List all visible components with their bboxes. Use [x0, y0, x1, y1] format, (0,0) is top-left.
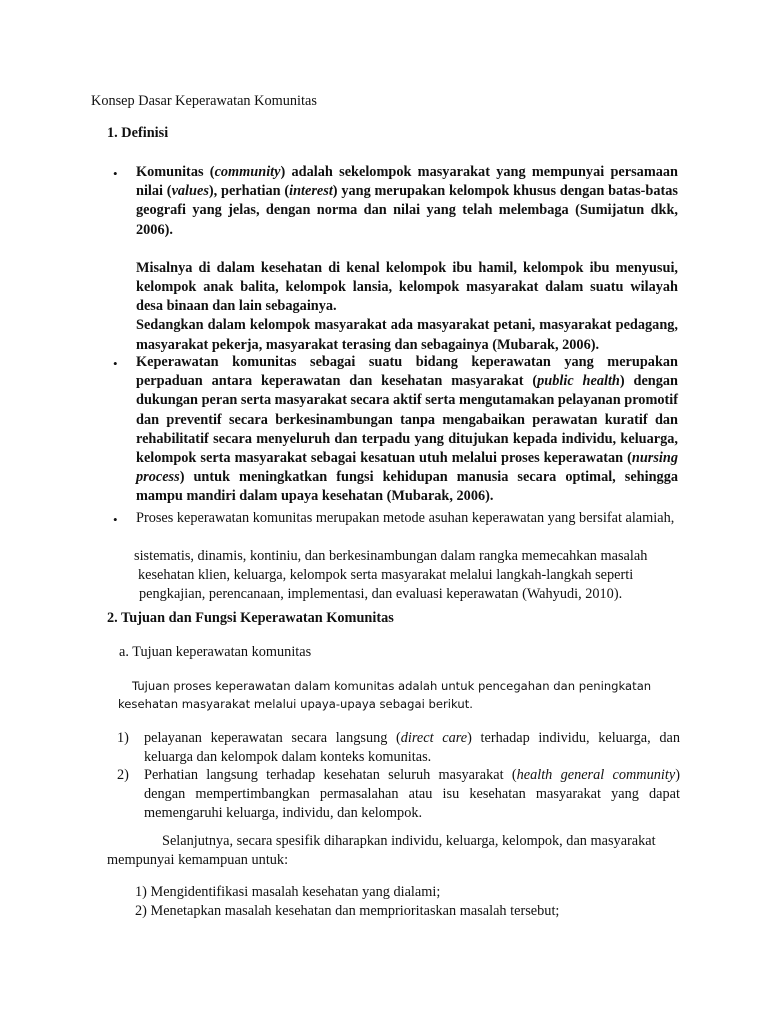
list-item	[117, 729, 680, 767]
tujuan-intro	[118, 677, 678, 714]
list-item	[117, 766, 680, 824]
komunitas-definition: Komunitas (community) adalah sekelompok masyarakat yang mempunyai persamaan nilai (values), perhatian (interest) yang merupakan kelompok khusus dengan batas-batas geografi yang jelas, dengan norma dan nilai yang telah melembaga (Sumijatun dkk, 2006).	[136, 164, 678, 238]
bullet-keperawatan-komunitas	[136, 353, 678, 507]
komunitas-example-2: Sedangkan dalam kelompok masyarakat ada masyarakat petani, masyarakat pedagang, masyarakat pekerja, masyarakat terasing dan sebagainya (Mubarak, 2006).	[136, 317, 678, 353]
list-number: 2)	[117, 767, 129, 783]
document-title: Konsep Dasar Keperawatan Komunitas	[91, 93, 317, 109]
tujuan-intro-line-2: kesehatan masyarakat melalui upaya-upaya sebagai berikut.	[118, 697, 473, 712]
section-heading-tujuan: 2. Tujuan dan Fungsi Keperawatan Komunitas	[107, 610, 394, 626]
komunitas-example-1: Misalnya di dalam kesehatan di kenal kelompok ibu hamil, kelompok ibu menyusui, kelompok anak balita, kelompok lansia, kelompok masyarakat dalam suatu wilayah desa binaan dan lain sebagainya.	[136, 259, 678, 315]
list-text: pelayanan keperawatan secara langsung (direct care) terhadap individu, keluarga, dan keluarga dan kelompok dalam konteks komunitas.	[144, 730, 680, 766]
bullet-icon: •	[113, 356, 118, 371]
keperawatan-komunitas-definition: Keperawatan komunitas sebagai suatu bidang keperawatan yang merupakan perpaduan antara keperawatan dan kesehatan masyarakat (public health) dengan dukungan peran serta masyarakat secara aktif serta mengutamakan pelayanan promotif dan preventif secara berkesinambungan tanpa mengabaikan perawatan kuratif dan rehabilitatif secara menyeluruh dan terpadu yang ditujukan kepada individu, keluarga, kelompok serta masyarakat sebagai kesatuan utuh melalui proses keperawatan (nursing process) untuk meningkatkan fungsi kehidupan manusia secara optimal, sehingga mampu mandiri dalam upaya kesehatan (Mubarak, 2006).	[136, 354, 678, 505]
kemampuan-paragraph	[107, 832, 679, 870]
proses-line-4: pengkajian, perencanaan, implementasi, dan evaluasi keperawatan (Wahyudi, 2010).	[139, 586, 623, 602]
list-item: 2) Menetapkan masalah kesehatan dan memprioritaskan masalah tersebut;	[135, 903, 560, 919]
proses-line-2: sistematis, dinamis, kontiniu, dan berkesinambungan dalam rangka memecahkan masalah	[134, 548, 648, 564]
section-heading-definisi: 1. Definisi	[107, 125, 169, 141]
bullet-proses-keperawatan	[136, 509, 678, 528]
list-text: Perhatian langsung terhadap kesehatan seluruh masyarakat (health general community) dengan mempertimbangkan permasalahan atau isu kesehatan masyarakat yang dapat memengaruhi keluarga, individu, dan kelompok.	[144, 767, 680, 822]
bullet-komunitas	[136, 163, 678, 355]
kemampuan-line-2: mempunyai kemampuan untuk:	[107, 852, 289, 869]
subheading-tujuan: a. Tujuan keperawatan komunitas	[119, 644, 312, 660]
kemampuan-line-1: Selanjutnya, secara spesifik diharapkan individu, keluarga, kelompok, dan masyarakat	[162, 833, 656, 849]
bullet-icon: •	[113, 166, 118, 181]
list-item: 1) Mengidentifikasi masalah kesehatan yang dialami;	[135, 884, 441, 900]
bullet-icon: •	[113, 512, 118, 527]
proses-line-3: kesehatan klien, keluarga, kelompok serta masyarakat melalui langkah-langkah seperti	[138, 567, 634, 583]
tujuan-intro-line-1: Tujuan proses keperawatan dalam komunitas adalah untuk pencegahan dan peningkatan	[132, 679, 652, 693]
proses-line-1: Proses keperawatan komunitas merupakan metode asuhan keperawatan yang bersifat alamiah,	[136, 510, 675, 526]
list-number: 1)	[117, 730, 129, 746]
